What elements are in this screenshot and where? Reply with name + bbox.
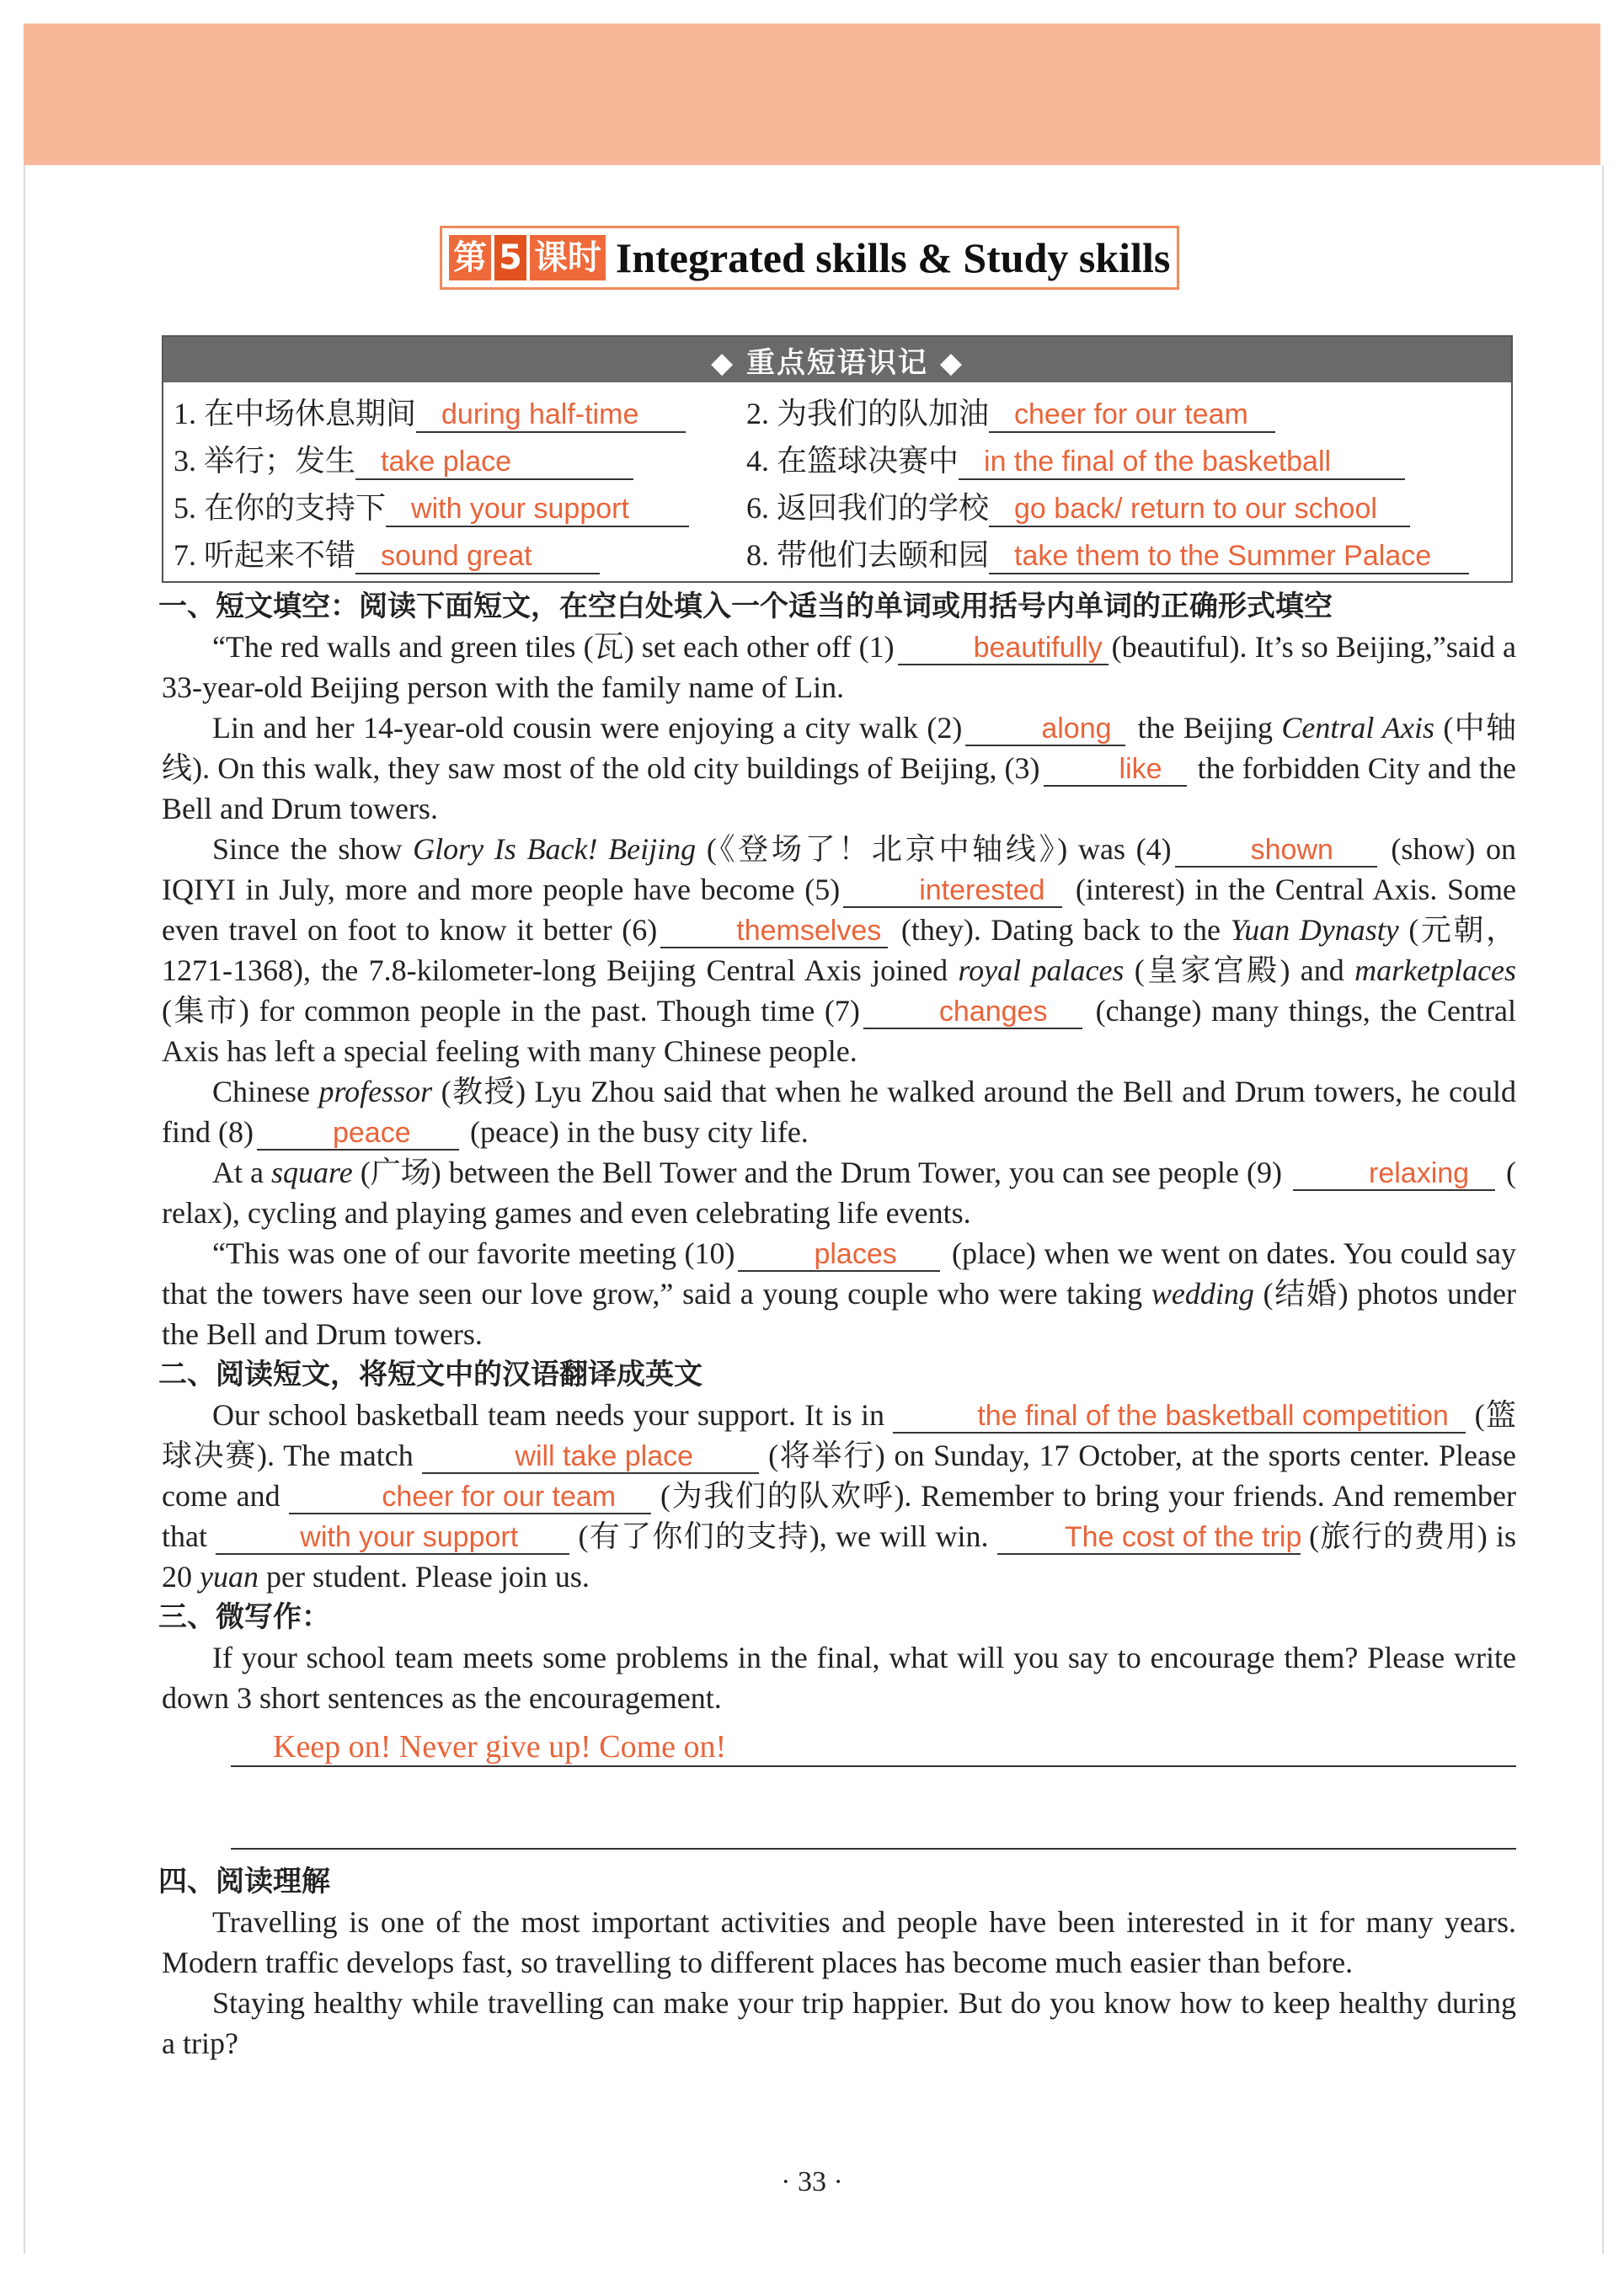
phrase-answer: during half-time	[416, 398, 686, 433]
s1-paragraph-2: Lin and her 14-year-old cousin were enjoying a city walk (2) along the Beijing Central Axis (中轴线). On this walk, they saw most of the old city buildings of Beijing, (3) like the forbidden City and the Bell and Drum towers.	[162, 711, 1517, 825]
phrase-item	[163, 483, 736, 531]
phrase-answer: take them to the Summer Palace	[989, 539, 1469, 574]
page-number: · 33 ·	[781, 2166, 843, 2197]
lesson-number: 5	[494, 235, 526, 280]
blank-4: shown	[1175, 834, 1377, 868]
blank-8: peace	[257, 1117, 459, 1151]
section-4-heading: 四、阅读理解	[158, 1865, 330, 1898]
translate-blank-1: the final of the basketball competition	[893, 1400, 1466, 1434]
phrase-answer: sound great	[355, 539, 600, 574]
blank-5: interested	[843, 874, 1062, 908]
s1-paragraph-1: “The red walls and green tiles (瓦) set each other off (1) beautifully (beautiful). It’s so Beijing,”said a 33-year-old Beijing person with the family name of Lin.	[162, 630, 1516, 704]
section-2-heading: 二、阅读短文，将短文中的汉语翻译成英文	[158, 1358, 702, 1391]
phrase-answer: go back/ return to our school	[989, 492, 1410, 527]
s4-paragraph-2: Staying healthy while travelling can make your trip happier. But do you know how to keep healthy during a trip?	[162, 1986, 1516, 2060]
writing-line-2	[231, 1801, 1516, 1850]
phrase-item	[736, 389, 1511, 436]
phrase-item	[736, 483, 1511, 531]
s1-paragraph-4: Chinese professor (教授) Lyu Zhou said that when he walked around the Bell and Drum towers, he could find (8) peace (peace) in the busy city life.	[162, 1075, 1517, 1149]
phrase-label: 5. 在你的支持下	[174, 491, 387, 525]
blank-1: beautifully	[898, 632, 1108, 665]
phrase-grid	[163, 382, 1511, 578]
phrase-label: 8. 带他们去颐和园	[746, 538, 990, 572]
s4-paragraph-1: Travelling is one of the most important activities and people have been interested in it for many years. Modern traffic develops fast, so travelling to different places has become much easier than before.	[162, 1905, 1516, 1979]
s2-paragraph: Our school basketball team needs your support. It is in the final of the basketball competition (篮球决赛). The match will take place (将举行) on Sunday, 17 October, at the sports center. Please come and cheer for our team (为我们的队欢呼). Remember to bring your friends. And remember that with your support (有了你们的支持), we will win. The cost of the trip (旅行的费用) is 20 yuan per student. Please join us.	[162, 1398, 1517, 1594]
section-3-heading: 三、微写作：	[158, 1600, 330, 1634]
blank-3: like	[1044, 753, 1187, 787]
phrase-item	[163, 389, 736, 436]
blank-6: themselves	[660, 915, 888, 948]
header-band	[24, 24, 1600, 165]
phrase-box	[162, 335, 1513, 583]
phrase-label: 2. 为我们的队加油	[746, 397, 990, 430]
exercise-content	[158, 586, 1517, 2064]
phrase-item	[163, 531, 736, 578]
phrase-answer: cheer for our team	[989, 398, 1275, 433]
phrase-label: 3. 举行；发生	[174, 444, 356, 478]
lesson-title	[440, 226, 1179, 290]
phrase-label: 6. 返回我们的学校	[746, 491, 990, 525]
phrase-answer: take place	[355, 445, 633, 480]
phrase-item	[736, 531, 1511, 578]
translate-blank-4: with your support	[216, 1521, 569, 1555]
blank-10: places	[738, 1238, 940, 1272]
lesson-badge	[449, 235, 606, 280]
phrase-answer: with your support	[386, 492, 689, 527]
s1-paragraph-5: At a square (广场) between the Bell Tower and the Drum Tower, you can see people (9) relaxing ( relax), cycling and playing games and even celebrating life events.	[162, 1156, 1517, 1230]
s1-paragraph-3: Since the show Glory Is Back! Beijing (《登场了！北京中轴线》) was (4) shown (show) on IQIYI in July, more and more people have become (5) interested (interest) in the Central Axis. Some even travel on foot to know it better (6) themselves (they). Dating back to the Yuan Dynasty (元朝，1271-1368), the 7.8-kilometer-long Beijing Central Axis joined royal palaces (皇家宫殿) and marketplaces (集市) for common people in the past. Though time (7) changes (change) many things, the Central Axis has left a special feeling with many Chinese people.	[162, 832, 1517, 1068]
s3-prompt: If your school team meets some problems in the final, what will you say to encourage them? Please write down 3 short sentences as the encouragement.	[162, 1641, 1516, 1715]
phrase-item	[736, 436, 1511, 483]
phrase-label: 7. 听起来不错	[174, 538, 356, 572]
s1-paragraph-6: “This was one of our favorite meeting (10) places (place) when we went on dates. You could say that the towers have seen our love grow,” said a young couple who were taking wedding (结婚) photos under the Bell and Drum towers.	[162, 1236, 1516, 1351]
section-1-heading: 一、短文填空：阅读下面短文，在空白处填入一个适当的单词或用括号内单词的正确形式填空	[158, 590, 1333, 623]
translate-blank-2: will take place	[422, 1440, 759, 1474]
phrase-label: 4. 在篮球决赛中	[746, 444, 959, 478]
translate-blank-5: The cost of the trip	[997, 1521, 1301, 1555]
translate-blank-3: cheer for our team	[289, 1481, 651, 1514]
lesson-name: Integrated skills & Study skills	[615, 234, 1171, 281]
blank-2: along	[965, 713, 1125, 746]
blank-7: changes	[863, 996, 1082, 1029]
lesson-suffix: 课时	[530, 235, 606, 280]
blank-9: relaxing	[1293, 1157, 1495, 1191]
writing-line-1	[231, 1718, 1516, 1767]
phrase-answer: in the final of the basketball	[959, 445, 1405, 480]
writing-answer: Keep on! Never give up! Come on!	[273, 1729, 727, 1765]
phrase-label: 1. 在中场休息期间	[174, 397, 417, 430]
phrase-box-header: ◆ 重点短语识记 ◆	[163, 337, 1511, 382]
phrase-item	[163, 436, 736, 483]
lesson-prefix: 第	[449, 235, 491, 280]
